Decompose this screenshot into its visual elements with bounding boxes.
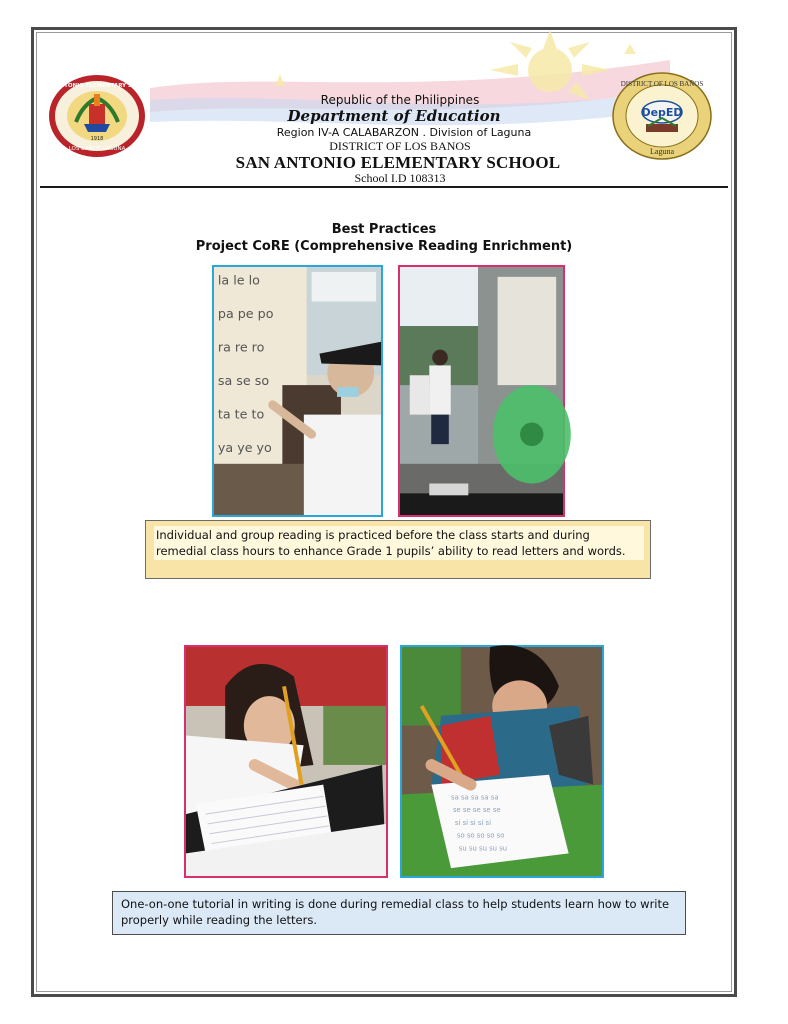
photo-girl-writing <box>184 645 388 878</box>
caption-reading-text: Individual and group reading is practiced before the class starts and during remedial class hours to enhance Grade 1 pupils’ ability to read letters and words. <box>154 526 644 560</box>
page-title: Best Practices <box>331 222 437 237</box>
caption-reading <box>145 520 651 579</box>
svg-text:se se se se se: se se se se se <box>452 806 501 815</box>
svg-text:su su su su su: su su su su su <box>458 844 508 853</box>
caption-writing <box>112 891 686 935</box>
svg-text:so so so so so: so so so so so <box>456 831 505 840</box>
photo-pupils-at-wall-chart <box>398 265 565 517</box>
page-subtitle: Project CoRE (Comprehensive Reading Enrichment) <box>195 239 573 254</box>
svg-text:si si si si si: si si si si si <box>454 818 492 827</box>
header-divider <box>40 186 728 188</box>
svg-text:LOS BAÑOS LAGUNA: LOS BAÑOS LAGUNA <box>68 146 126 152</box>
photo-boy-writing <box>400 645 604 878</box>
caption-writing-text: One-on-one tutorial in writing is done during remedial class to help students learn how to write properly while reading the letters. <box>121 897 670 927</box>
svg-text:la le lo: la le lo <box>217 273 260 289</box>
svg-text:1918: 1918 <box>90 136 104 142</box>
svg-text:ya ye yo: ya ye yo <box>217 440 272 457</box>
header-district: DISTRICT OF LOS BANOS <box>329 139 471 153</box>
header-department: Department of Education <box>287 107 501 125</box>
header-republic: Republic of the Philippines <box>320 93 480 107</box>
svg-text:sa se so: sa se so <box>217 374 270 390</box>
svg-text:DepED: DepED <box>641 106 683 119</box>
svg-text:sa sa sa sa sa: sa sa sa sa sa <box>451 793 499 802</box>
left-seal-text: SAN ANTONIO ELEMENTARY SCHOOL <box>40 83 154 89</box>
svg-text:ra re ro: ra re ro <box>217 340 265 356</box>
header-region: Region IV-A CALABARZON . Division of Laguna <box>276 126 532 139</box>
svg-text:pa pe po: pa pe po <box>217 307 274 323</box>
header-school-name: SAN ANTONIO ELEMENTARY SCHOOL <box>235 153 561 172</box>
svg-text:Laguna: Laguna <box>650 147 674 156</box>
photo-pupil-reading-chart <box>212 265 383 517</box>
svg-text:ta te to: ta te to <box>217 407 265 423</box>
svg-text:DISTRICT OF LOS BAÑOS: DISTRICT OF LOS BAÑOS <box>620 80 704 88</box>
header-school-id: School I.D 108313 <box>354 171 446 185</box>
